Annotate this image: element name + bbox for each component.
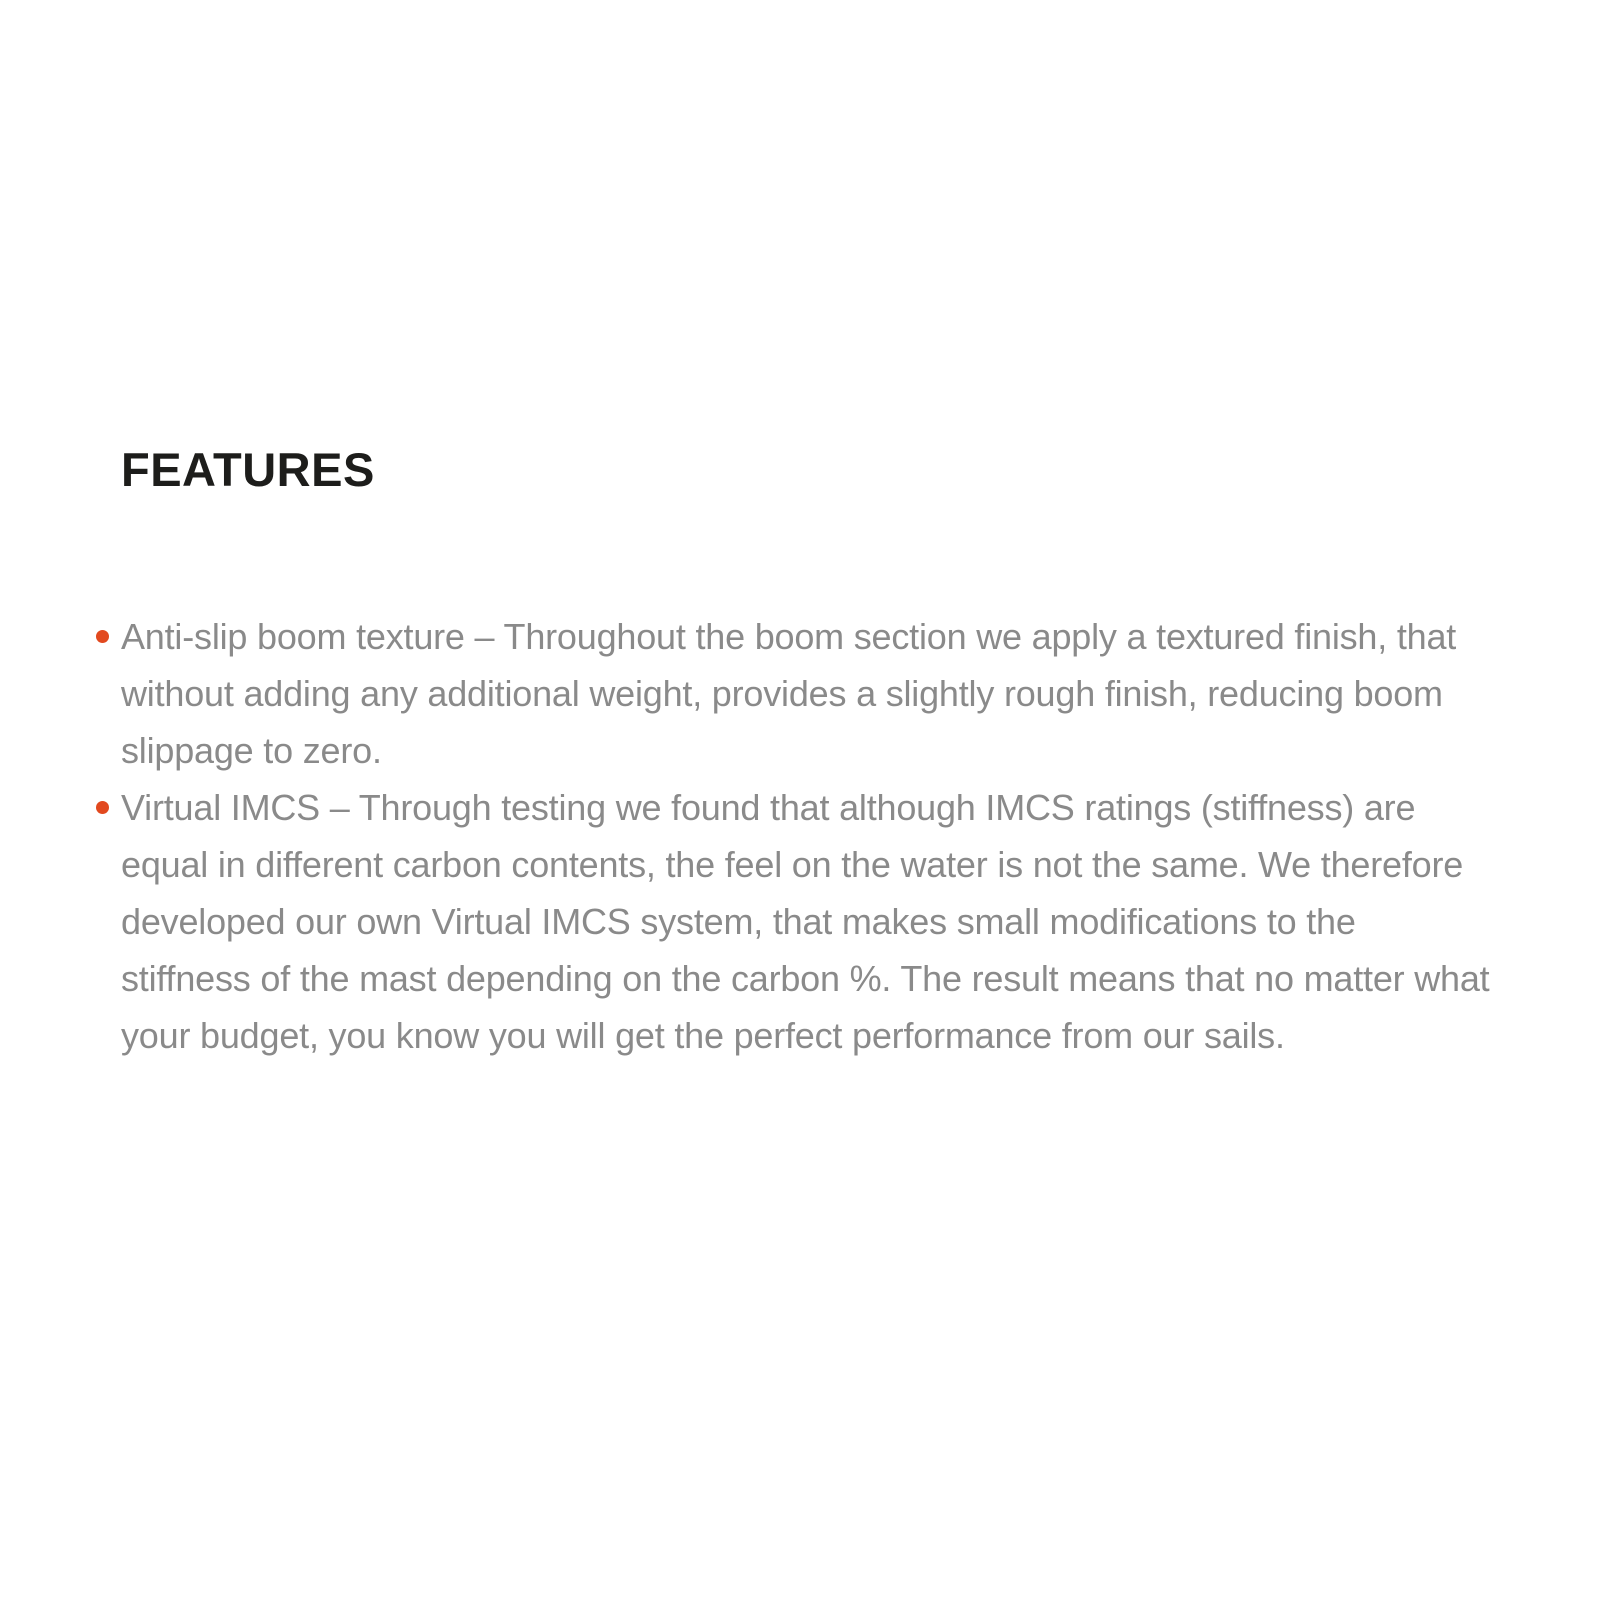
bullet-icon [96,630,109,643]
features-heading: FEATURES [121,443,375,496]
feature-text: Virtual IMCS – Through testing we found that although IMCS ratings (stiffness) are equal in different carbon contents, the feel on the water is not the same. We therefore developed our own Virtual IMCS system, that makes small modifications to the stiffness of the mast depending on the carbon %. The result means that no matter what your budget, you know you will get the perfect performance from our sails. [121,786,1490,1056]
feature-text: Anti-slip boom texture – Throughout the boom section we apply a textured finish, that without adding any additional weight, provides a slightly rough finish, reducing boom slippage to zero. [121,615,1457,771]
features-list [121,608,1493,1064]
bullet-icon [96,801,109,814]
features-section [121,444,1493,1064]
list-item [121,779,1493,1064]
list-item [121,608,1493,779]
